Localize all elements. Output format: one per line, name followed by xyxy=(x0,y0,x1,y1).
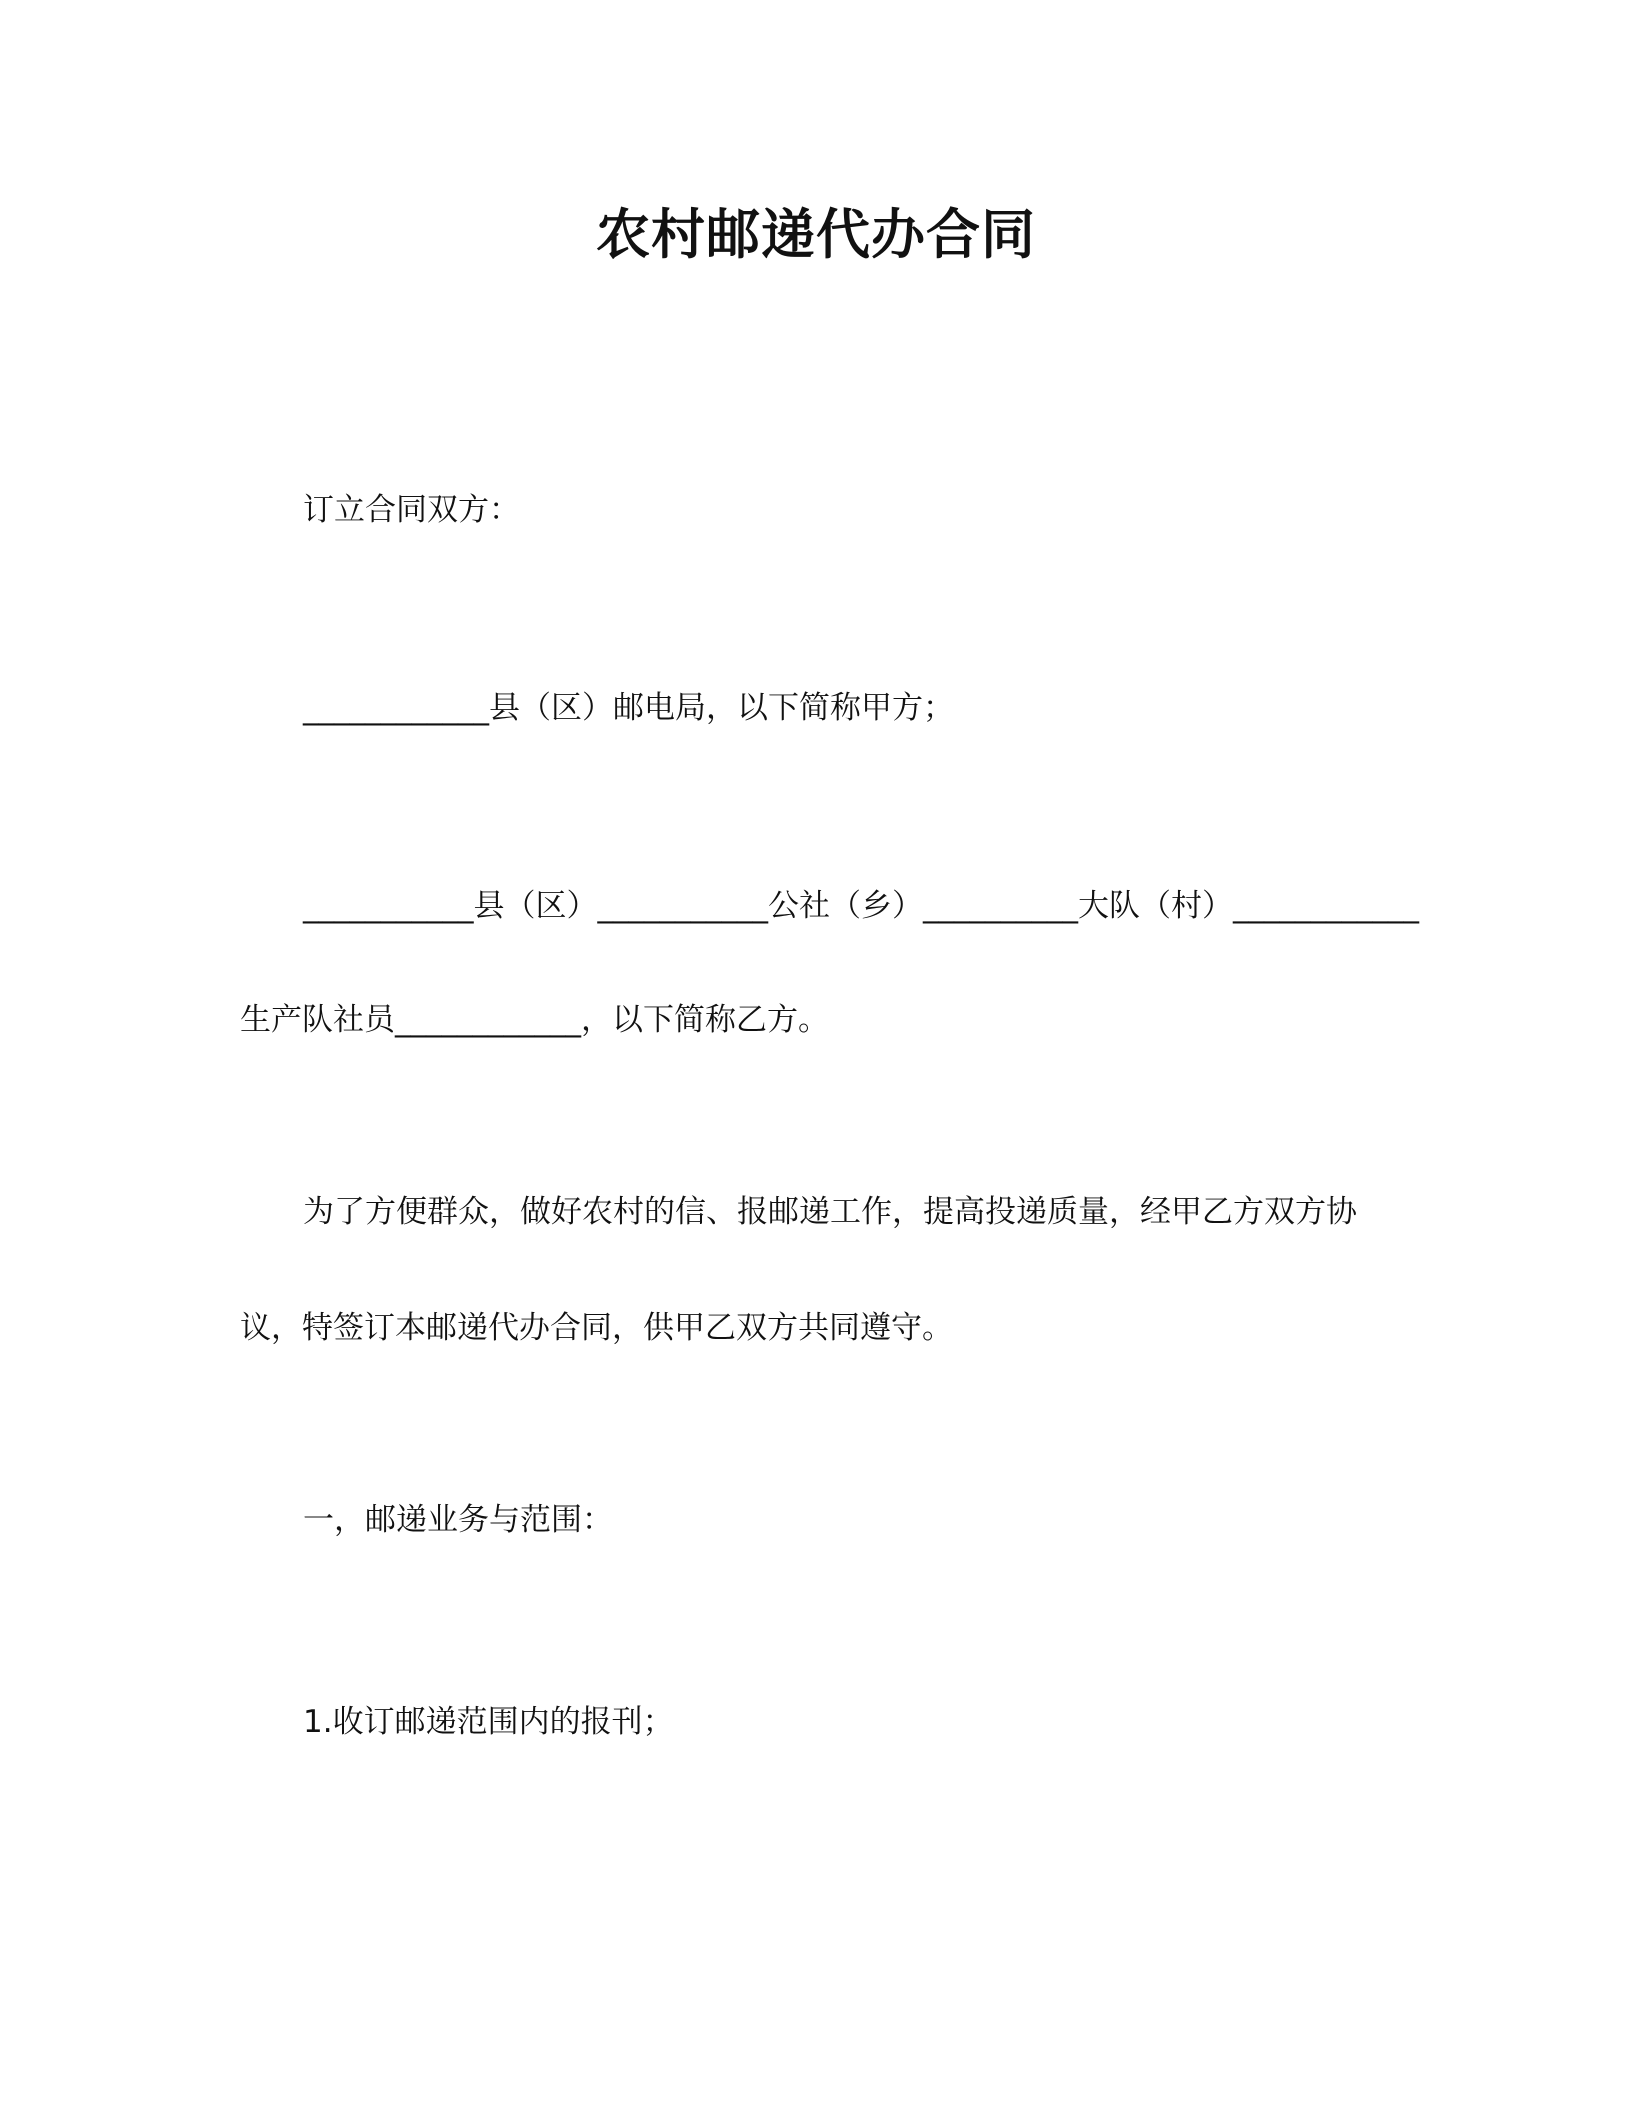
document-title: 农村邮递代办合同 xyxy=(596,203,1036,266)
paragraph-purpose-line2: 议，特签订本邮递代办合同，供甲乙双方共同遵守。 xyxy=(240,1310,953,1346)
paragraph-party-b-line1: ___________县（区）___________公社（乡）__________大队（村）____________ xyxy=(303,888,1419,924)
paragraph-parties-intro: 订立合同双方： xyxy=(303,492,520,528)
paragraph-purpose-line1: 为了方便群众，做好农村的信、报邮递工作，提高投递质量，经甲乙方双方协 xyxy=(303,1194,1357,1230)
clause-1-1: 1.收订邮递范围内的报刊； xyxy=(303,1704,674,1740)
paragraph-party-a: ____________县（区）邮电局，以下简称甲方； xyxy=(303,690,954,726)
paragraph-party-b-line2: 生产队社员____________，以下简称乙方。 xyxy=(240,1002,829,1038)
section-heading-1: 一，邮递业务与范围： xyxy=(303,1502,613,1538)
